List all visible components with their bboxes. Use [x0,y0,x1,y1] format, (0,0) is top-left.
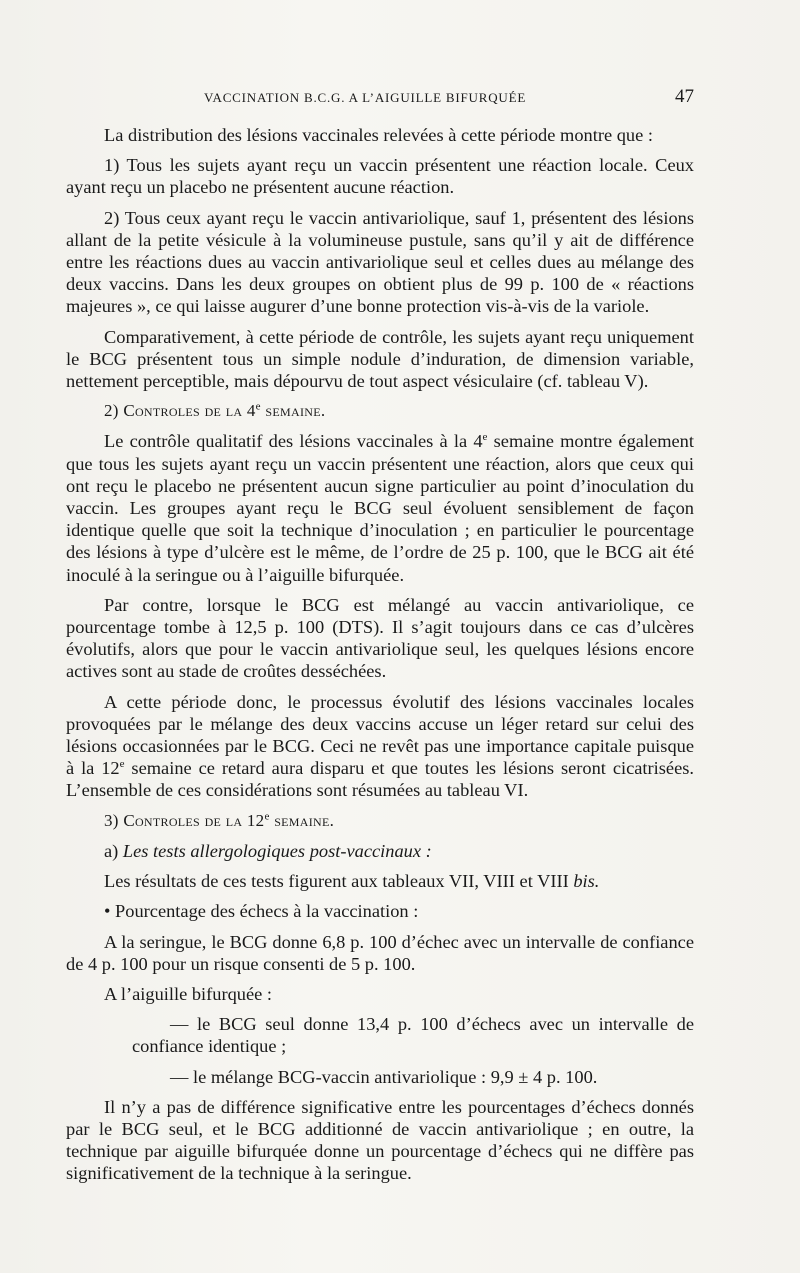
paragraph-comparison: Comparativement, à cette période de contrôle, les sujets ayant reçu uniquement le BCG présentent tous un simple nodule d’induration, de dimension variable, nettement perceptible, mais dépourvu de tout aspect vésiculaire (cf. tableau V). [66,326,694,392]
list-item-mixture: — le mélange BCG-vaccin antivariolique : 9,9 ± 4 p. 100. [170,1066,598,1087]
heading-text: Controles de la 12 [123,810,265,830]
heading-number: 3) [104,810,124,830]
paragraph-point-1: 1) Tous les sujets ayant reçu un vaccin présentent une réaction locale. Ceux ayant reçu un placebo ne présentent aucune réaction. [66,155,694,198]
subheading-allergy-tests [66,840,694,862]
heading-superscript: e [264,810,270,823]
paragraph-contrast: Par contre, lorsque le BCG est mélangé au vaccin antivariolique, ce pourcentage tombe à 12,5 p. 100 (DTS). Il s’agit toujours dans ce cas d’ulcères évolutifs, alors que pour le vaccin antivariolique seul, les quelques lésions encore actives sont au stade de croûtes desséchées. [66,594,694,682]
paragraph-week-4-control [66,430,694,585]
running-head [66,86,694,114]
superscript: e [119,758,125,771]
text-run: semaine montre également que tous les sujets ayant reçu un vaccin présentent une réaction, alors que ceux qui ont reçu le placebo ne présentent aucun signe particulier au point d’inoculation du vaccin. Les groupes ayant reçu le BCG seul évoluent sensiblement de façon identique quelle que soit la technique d’inoculation ; en particulier le pourcentage des lésions à type d’ulcère est le même, de l’ordre de 25 p. 100, que le BCG ait été inoculé à la seringue ou à l’aiguille bifurquée. [66,431,694,585]
section-heading-week-4 [66,400,694,422]
paragraph-needle: A l’aiguille bifurquée : [104,983,273,1004]
heading-text-end: semaine. [260,401,326,421]
subheading-text: Les tests allergologiques post-vaccinaux : [122,840,432,861]
heading-number: 2) [104,401,124,421]
body-text [66,124,694,1193]
subheading-number: a) [104,840,123,861]
bullet-failure-rate: • Pourcentage des échecs à la vaccination : [104,901,419,922]
paragraph-conclusion: Il n’y a pas de différence significative entre les pourcentages d’échecs donnés par le BCG seul, et le BCG additionné de vaccin antivariolique ; en outre, la technique par aiguille bifurquée donne un pourcentage d’échecs qui ne diffère pas significativement de la technique à la seringue. [66,1096,694,1184]
section-heading-week-12 [66,810,694,832]
paragraph-point-2: 2) Tous ceux ayant reçu le vaccin antivariolique, sauf 1, présentent des lésions allant de la petite vésicule à la volumineuse pustule, sans qu’il y ait de différence entre les réactions dues au vaccin antivariolique seul et celles dues au mélange des deux vaccins. Dans les deux groupes on obtient plus de 99 p. 100 de « réactions majeures », ce qui laisse augurer d’une bonne protection vis-à-vis de la variole. [66,207,694,317]
heading-text: Controles de la 4 [123,401,256,421]
text-run: A cette période donc, le processus évolutif des lésions vaccinales locales provoquées par le mélange des deux vaccins accuse un léger retard sur celui des lésions occasionnées par le BCG. Ceci ne revêt pas une importance capitale puisque à la 12 [66,691,694,779]
page-number: 47 [675,86,694,107]
paragraph-results [66,870,694,892]
text-run: Les résultats de ces tests figurent aux tableaux VII, VIII et VIII [104,871,574,892]
heading-text-end: semaine. [269,810,335,830]
text-run: semaine ce retard aura disparu et que toutes les lésions seront cicatrisées. L’ensemble de ces considérations sont résumées au tableau VI. [66,758,694,801]
paragraph-evolution [66,691,694,802]
running-title: VACCINATION B.C.G. A L’AIGUILLE BIFURQUÉE [204,90,527,105]
list-item-bcg-alone: — le BCG seul donne 13,4 p. 100 d’échecs avec un intervalle de confiance identique ; [132,1014,694,1057]
text-run: Le contrôle qualitatif des lésions vaccinales à la 4 [104,431,483,452]
heading-superscript: e [255,400,261,413]
paragraph-syringe: A la seringue, le BCG donne 6,8 p. 100 d’échec avec un intervalle de confiance de 4 p. 100 pour un risque consenti de 5 p. 100. [66,931,694,974]
superscript: e [482,431,488,444]
paragraph-intro: La distribution des lésions vaccinales relevées à cette période montre que : [104,125,653,145]
italic-text: bis. [573,871,600,892]
